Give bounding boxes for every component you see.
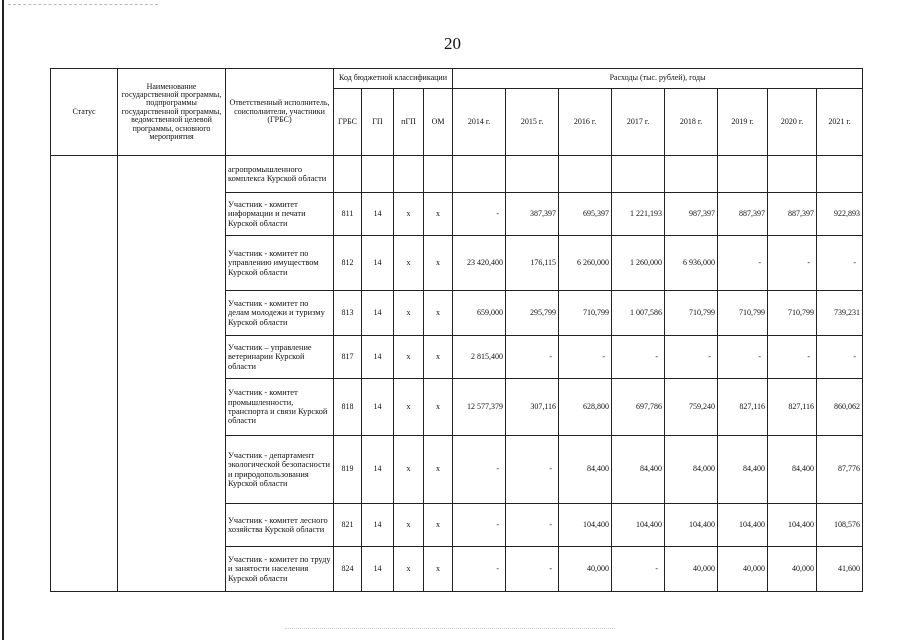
participant-cell: Участник - комитет по труду и занятости населения Курской области	[226, 547, 334, 592]
expense-value-cell: -	[817, 336, 863, 379]
expense-value-cell: 827,116	[768, 379, 817, 436]
code-om-cell: х	[424, 236, 453, 291]
code-pgp-cell: х	[394, 379, 424, 436]
header-expenses-group: Расходы (тыс. рублей), годы	[453, 69, 863, 89]
expense-value-cell	[559, 156, 612, 193]
code-grbs-cell	[334, 156, 362, 193]
participant-cell: Участник - комитет промышленности, транспорта и связи Курской области	[226, 379, 334, 436]
code-grbs-cell: 813	[334, 291, 362, 336]
scan-left-edge	[2, 0, 4, 640]
expense-value-cell	[453, 156, 506, 193]
code-om-cell: х	[424, 379, 453, 436]
expense-value-cell: 739,231	[817, 291, 863, 336]
header-code-om: ОМ	[424, 89, 453, 156]
header-name: Наименование государственной программы, подпрограммы государственной программы, ведомственной целевой программы, основного мероприятия	[118, 69, 226, 156]
status-cell	[51, 156, 118, 592]
expense-value-cell: 104,400	[559, 504, 612, 547]
expense-value-cell: 104,400	[612, 504, 665, 547]
expense-value-cell: 108,576	[817, 504, 863, 547]
code-grbs-cell: 818	[334, 379, 362, 436]
header-year: 2018 г.	[665, 89, 718, 156]
expense-value-cell: -	[612, 336, 665, 379]
expense-value-cell: 887,397	[718, 193, 768, 236]
expense-value-cell: 84,400	[718, 436, 768, 504]
code-gp-cell: 14	[362, 547, 394, 592]
code-gp-cell: 14	[362, 379, 394, 436]
expense-value-cell: 104,400	[768, 504, 817, 547]
expense-value-cell: -	[817, 236, 863, 291]
expense-value-cell: -	[768, 236, 817, 291]
expense-value-cell: 104,400	[665, 504, 718, 547]
expense-value-cell: 84,400	[559, 436, 612, 504]
expense-value-cell: 87,776	[817, 436, 863, 504]
expense-value-cell: 41,600	[817, 547, 863, 592]
participant-cell: Участник - комитет информации и печати Курской области	[226, 193, 334, 236]
code-om-cell: х	[424, 193, 453, 236]
expense-value-cell: 710,799	[665, 291, 718, 336]
participant-cell: Участник - комитет по делам молодежи и туризму Курской области	[226, 291, 334, 336]
header-year: 2015 г.	[506, 89, 559, 156]
header-year: 2017 г.	[612, 89, 665, 156]
participant-cell: агропромышленного комплекса Курской области	[226, 156, 334, 193]
code-pgp-cell: х	[394, 236, 424, 291]
expense-value-cell: 307,116	[506, 379, 559, 436]
expense-value-cell: 659,000	[453, 291, 506, 336]
budget-table	[50, 68, 863, 592]
expense-value-cell: 710,799	[768, 291, 817, 336]
expense-value-cell: 84,400	[612, 436, 665, 504]
code-gp-cell: 14	[362, 336, 394, 379]
code-pgp-cell: х	[394, 436, 424, 504]
code-gp-cell: 14	[362, 236, 394, 291]
expense-value-cell	[612, 156, 665, 193]
expense-value-cell: -	[506, 504, 559, 547]
expense-value-cell: 6 936,000	[665, 236, 718, 291]
expense-value-cell: 6 260,000	[559, 236, 612, 291]
code-grbs-cell: 811	[334, 193, 362, 236]
code-pgp-cell: х	[394, 193, 424, 236]
expense-value-cell: 40,000	[559, 547, 612, 592]
header-year: 2014 г.	[453, 89, 506, 156]
expense-value-cell: -	[612, 547, 665, 592]
scan-artifact	[8, 4, 158, 7]
expense-value-cell: -	[453, 193, 506, 236]
expense-value-cell: 1 260,000	[612, 236, 665, 291]
expense-value-cell: -	[506, 436, 559, 504]
expense-value-cell: 1 007,586	[612, 291, 665, 336]
scan-artifact	[285, 628, 615, 631]
expense-value-cell: 12 577,379	[453, 379, 506, 436]
code-gp-cell: 14	[362, 436, 394, 504]
header-executor: Ответственный исполнитель, соисполнители, участники (ГРБС)	[226, 69, 334, 156]
code-om-cell: х	[424, 291, 453, 336]
expense-value-cell: 695,397	[559, 193, 612, 236]
expense-value-cell: 860,062	[817, 379, 863, 436]
header-code-grbs: ГРБС	[334, 89, 362, 156]
expense-value-cell: 887,397	[768, 193, 817, 236]
participant-cell: Участник – управление ветеринарии Курской области	[226, 336, 334, 379]
header-code-gp: ГП	[362, 89, 394, 156]
expense-value-cell: -	[768, 336, 817, 379]
code-pgp-cell: х	[394, 504, 424, 547]
expense-value-cell: 104,400	[718, 504, 768, 547]
code-om-cell	[424, 156, 453, 193]
code-gp-cell: 14	[362, 504, 394, 547]
expense-value-cell: -	[665, 336, 718, 379]
expense-value-cell: 827,116	[718, 379, 768, 436]
code-om-cell: х	[424, 336, 453, 379]
participant-cell: Участник - департамент экологической безопасности и природопользования Курской области	[226, 436, 334, 504]
code-grbs-cell: 821	[334, 504, 362, 547]
code-pgp-cell: х	[394, 291, 424, 336]
code-grbs-cell: 824	[334, 547, 362, 592]
expense-value-cell: 40,000	[665, 547, 718, 592]
program-name-cell	[118, 156, 226, 592]
code-gp-cell	[362, 156, 394, 193]
expense-value-cell	[665, 156, 718, 193]
expense-value-cell: -	[453, 547, 506, 592]
expense-value-cell: 84,400	[768, 436, 817, 504]
expense-value-cell: 23 420,400	[453, 236, 506, 291]
expense-value-cell: 628,800	[559, 379, 612, 436]
code-pgp-cell: х	[394, 336, 424, 379]
code-om-cell: х	[424, 547, 453, 592]
expense-value-cell	[506, 156, 559, 193]
header-year: 2021 г.	[817, 89, 863, 156]
expense-value-cell	[817, 156, 863, 193]
expense-value-cell: 710,799	[718, 291, 768, 336]
expense-value-cell: 922,893	[817, 193, 863, 236]
code-pgp-cell	[394, 156, 424, 193]
expense-value-cell: 295,799	[506, 291, 559, 336]
header-code-pgp: пГП	[394, 89, 424, 156]
expense-value-cell: -	[453, 436, 506, 504]
expense-value-cell: -	[506, 547, 559, 592]
expense-value-cell: 84,000	[665, 436, 718, 504]
expense-value-cell: 987,397	[665, 193, 718, 236]
header-year: 2019 г.	[718, 89, 768, 156]
expense-value-cell: 759,240	[665, 379, 718, 436]
code-gp-cell: 14	[362, 291, 394, 336]
header-code-group: Код бюджетной классификации	[334, 69, 453, 89]
expense-value-cell: -	[453, 504, 506, 547]
header-year: 2020 г.	[768, 89, 817, 156]
participant-cell: Участник - комитет лесного хозяйства Курской области	[226, 504, 334, 547]
expense-value-cell: 2 815,400	[453, 336, 506, 379]
header-year: 2016 г.	[559, 89, 612, 156]
expense-value-cell: 387,397	[506, 193, 559, 236]
expense-value-cell: 1 221,193	[612, 193, 665, 236]
expense-value-cell: 40,000	[718, 547, 768, 592]
expense-value-cell: 710,799	[559, 291, 612, 336]
code-grbs-cell: 819	[334, 436, 362, 504]
code-om-cell: х	[424, 504, 453, 547]
expense-value-cell: 40,000	[768, 547, 817, 592]
code-om-cell: х	[424, 436, 453, 504]
expense-value-cell	[718, 156, 768, 193]
expense-value-cell	[768, 156, 817, 193]
expense-value-cell: 697,786	[612, 379, 665, 436]
code-grbs-cell: 812	[334, 236, 362, 291]
code-pgp-cell: х	[394, 547, 424, 592]
expense-value-cell: -	[559, 336, 612, 379]
code-gp-cell: 14	[362, 193, 394, 236]
expense-value-cell: -	[718, 236, 768, 291]
header-status: Статус	[51, 69, 118, 156]
expense-value-cell: -	[718, 336, 768, 379]
page-number: 20	[444, 34, 461, 53]
expense-value-cell: 176,115	[506, 236, 559, 291]
expense-value-cell: -	[506, 336, 559, 379]
table-row	[51, 156, 863, 193]
participant-cell: Участник - комитет по управлению имуществом Курской области	[226, 236, 334, 291]
code-grbs-cell: 817	[334, 336, 362, 379]
